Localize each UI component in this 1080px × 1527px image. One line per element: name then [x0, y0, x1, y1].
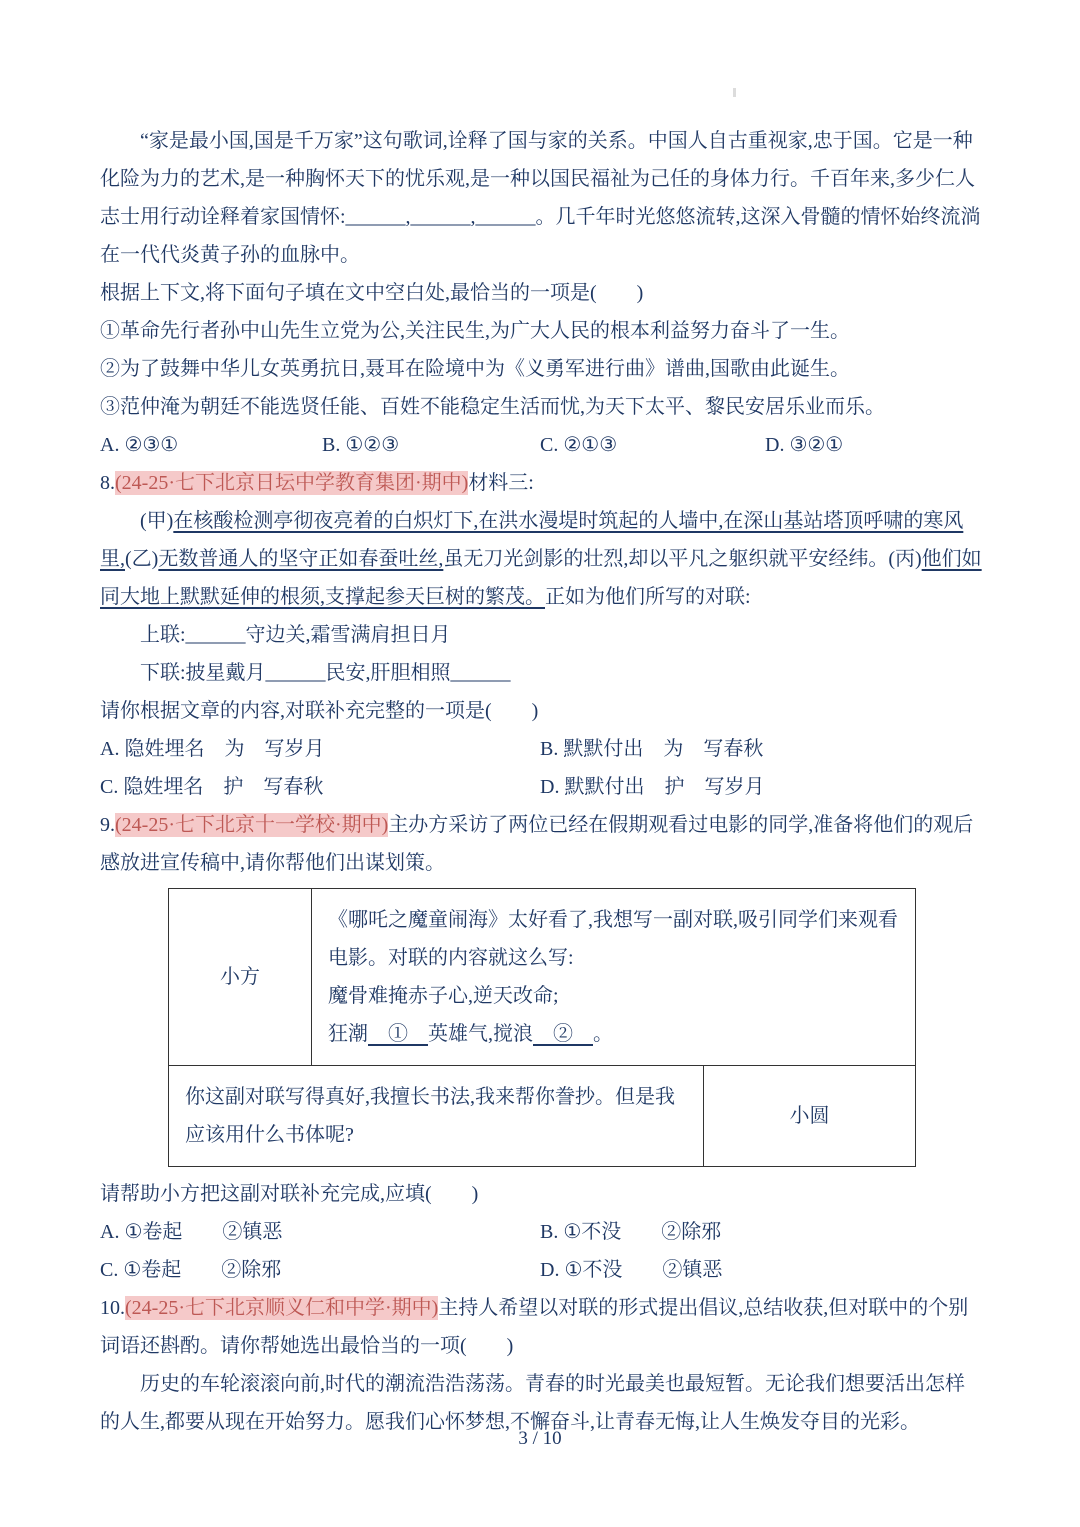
q8-source-badge: (24-25·七下北京日坛中学教育集团·期中)	[115, 472, 469, 494]
q7-sentence-3: ③范仲淹为朝廷不能选贤任能、百姓不能稳定生活而忧,为天下太平、黎民安居乐业而乐。	[100, 396, 885, 418]
q9-source-badge: (24-25·七下北京十一学校·期中)	[115, 814, 389, 836]
q9-stem: 请帮助小方把这副对联补充完成,应填( )	[100, 1183, 479, 1205]
xiaofang-line-1: 《哪吒之魔童闹海》太好看了,我想写一副对联,吸引同学们来观看电影。对联的内容就这么写:	[328, 909, 898, 969]
q7-option-d: D. ③②①	[765, 434, 844, 456]
q8-xialian: 下联:披星戴月______民安,肝胆相照______	[140, 662, 511, 684]
q9-option-d: D. ①不没 ②镇恶	[540, 1259, 723, 1281]
page-content	[100, 122, 982, 1441]
q7-sentence-1: ①革命先行者孙中山先生立党为公,关注民生,为广大人民的根本利益努力奋斗了一生。	[100, 320, 850, 342]
q9-option-a: A. ①卷起 ②镇恶	[100, 1221, 283, 1243]
xiaofang-speech	[311, 889, 915, 1065]
q10-paragraph: 历史的车轮滚滚向前,时代的潮流浩浩荡荡。青春的时光最美也最短暂。无论我们想要活出怎样的人生,都要从现在开始努力。愿我们心怀梦想,不懈奋斗,让青春无悔,让人生焕发夺目的光彩。	[100, 1373, 965, 1433]
q8-option-b: B. 默默付出 为 写春秋	[540, 738, 764, 760]
q8-material-paragraph	[100, 502, 982, 616]
table-row-xiaofang	[169, 889, 915, 1065]
couplet-part: 英雄气,搅浪	[428, 1023, 533, 1045]
couplet-part: 狂潮	[328, 1023, 368, 1045]
q8-header	[100, 464, 982, 502]
page-number: 3 / 10	[518, 1428, 562, 1449]
xiaofang-couplet-line	[328, 1015, 899, 1053]
q7-options	[100, 426, 982, 464]
couplet-part: 。	[593, 1023, 613, 1045]
q10-text: 主持人希望以对联的形式提出倡议,总结收获,但对联中的个别词语还斟酌。请你帮她选出最恰当的一项( )	[100, 1297, 969, 1357]
intro-paragraph: “家是最小国,国是千万家”这句歌词,诠释了国与家的关系。中国人自古重视家,忠于国。它是一种化险为力的艺术,是一种胸怀天下的忧乐观,是一种以国民福祉为己任的身体力行。千百年来,多少仁人志士用行动诠释着家国情怀:______,______,______。几千年时光悠悠流转,这深入骨髓的情怀始终流淌在一代代炎黄子孙的血脉中。	[100, 130, 981, 266]
dialogue-table	[168, 888, 916, 1167]
xiaofang-line-2: 魔骨难掩赤子心,逆天改命;	[328, 985, 559, 1007]
speaker-xiaoyuan: 小圆	[703, 1066, 915, 1166]
material-yi-label: (乙)	[125, 548, 159, 570]
q8-options	[100, 730, 982, 806]
q10-source-badge: (24-25·七下北京顺义仁和中学·期中)	[125, 1297, 439, 1319]
q9-number: 9.	[100, 814, 115, 836]
q10-header	[100, 1289, 982, 1365]
q9-header	[100, 806, 982, 882]
q7-stem: 根据上下文,将下面句子填在文中空白处,最恰当的一项是( )	[100, 282, 644, 304]
q9-option-b: B. ①不没 ②除邪	[540, 1221, 722, 1243]
q8-option-a: A. 隐姓埋名 为 写岁月	[100, 738, 325, 760]
couplet-blank-1: ①	[368, 1023, 428, 1045]
q7-option-b: B. ①②③	[322, 434, 400, 456]
q8-number: 8.	[100, 472, 115, 494]
q8-shanglian: 上联:______守边关,霜雪满肩担日月	[140, 624, 451, 646]
material-yi-text: 无数普通人的坚守正如春蚕吐丝,	[158, 548, 444, 570]
q7-option-c: C. ②①③	[540, 434, 618, 456]
scan-artifact	[733, 88, 736, 97]
xiaoyuan-speech: 你这副对联写得真好,我擅长书法,我来帮你誊抄。但是我应该用什么书体呢?	[185, 1086, 675, 1146]
q10-number: 10.	[100, 1297, 125, 1319]
q9-text: 主办方采访了两位已经在假期观看过电影的同学,准备将他们的观后感放进宣传稿中,请你帮他们出谋划策。	[100, 814, 974, 874]
material-mid-text: 虽无刀光剑影的壮烈,却以平凡之躯织就平安经纬。	[443, 548, 889, 570]
material-bing-label: (丙)	[888, 548, 922, 570]
material-jia-text: 在核酸检测亭彻夜亮着的白炽灯下,在洪水漫堤时筑起的人墙中,在深山基站塔顶呼啸的寒风里,	[100, 510, 964, 570]
q8-option-c: C. 隐姓埋名 护 写春秋	[100, 776, 324, 798]
q8-label: 材料三:	[468, 472, 534, 494]
material-jia-label: (甲)	[140, 510, 174, 532]
q7-option-a: A. ②③①	[100, 434, 179, 456]
table-row-xiaoyuan	[169, 1065, 915, 1166]
material-tail-text: 正如为他们所写的对联:	[545, 586, 751, 608]
q8-stem: 请你根据文章的内容,对联补充完整的一项是( )	[100, 700, 539, 722]
material-bing-text: 他们如同大地上默默延伸的根须,支撑起参天巨树的繁茂。	[100, 548, 982, 608]
q7-sentence-2: ②为了鼓舞中华儿女英勇抗日,聂耳在险境中为《义勇军进行曲》谱曲,国歌由此诞生。	[100, 358, 850, 380]
q8-option-d: D. 默默付出 护 写岁月	[540, 776, 765, 798]
speaker-xiaofang: 小方	[220, 966, 260, 988]
q9-options	[100, 1213, 982, 1289]
q9-option-c: C. ①卷起 ②除邪	[100, 1259, 282, 1281]
couplet-blank-2: ②	[533, 1023, 593, 1045]
